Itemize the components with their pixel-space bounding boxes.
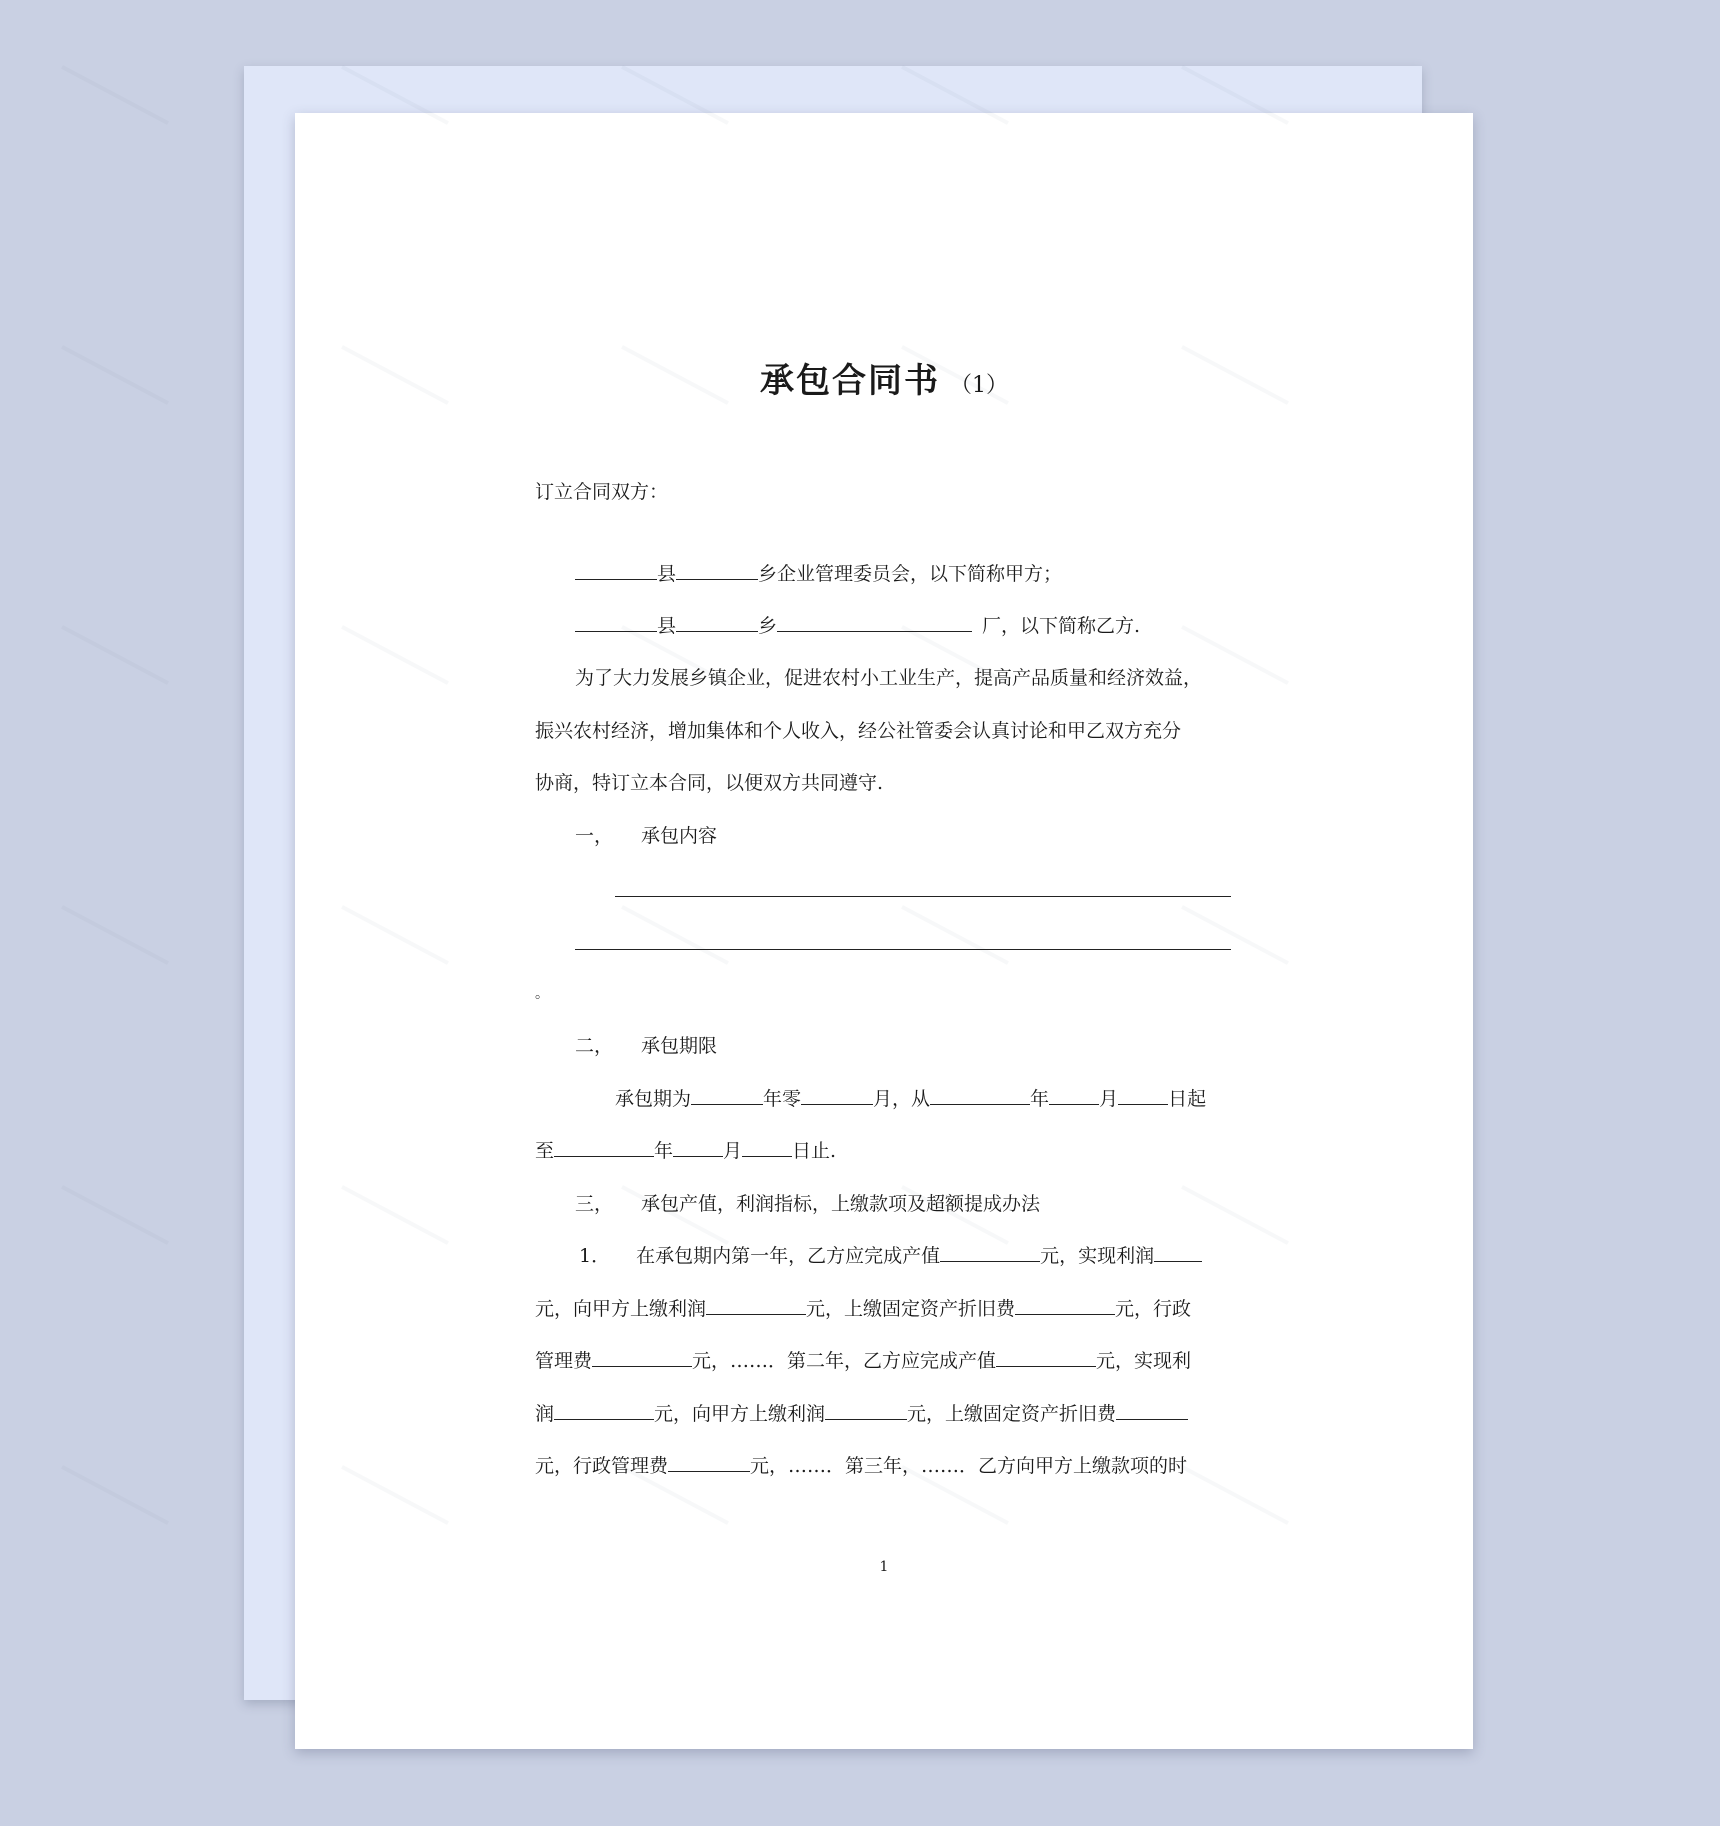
party-b-township: 乡 xyxy=(758,615,778,637)
blank-field[interactable] xyxy=(575,559,657,580)
section3-heading xyxy=(575,1189,1275,1219)
blank-field[interactable] xyxy=(801,1084,873,1105)
item-text: 元，向甲方上缴利润 xyxy=(654,1403,826,1425)
content-blank-line-2[interactable] xyxy=(575,949,1231,950)
term-text: 年 xyxy=(1030,1088,1050,1110)
section2-title: 承包期限 xyxy=(641,1035,718,1057)
term-text: 日止. xyxy=(792,1140,837,1162)
blank-field[interactable] xyxy=(691,1084,763,1105)
party-a-county: 县 xyxy=(657,563,677,585)
item-text: 管理费 xyxy=(535,1350,593,1372)
blank-field[interactable] xyxy=(825,1399,907,1420)
item-text: 在承包期内第一年，乙方应完成产值 xyxy=(636,1245,941,1267)
blank-field[interactable] xyxy=(742,1136,792,1157)
blank-field[interactable] xyxy=(940,1241,1040,1262)
item-text: 元，……．第二年，乙方应完成产值 xyxy=(692,1350,997,1372)
watermark-mark xyxy=(61,1465,169,1525)
item-text: 元，上缴固定资产折旧费 xyxy=(907,1403,1117,1425)
parties-heading: 订立合同双方： xyxy=(535,481,669,503)
watermark-mark xyxy=(341,905,449,965)
section1-heading xyxy=(575,821,1275,851)
section3-num: 三， xyxy=(575,1193,614,1215)
section1-title: 承包内容 xyxy=(641,825,718,847)
item1-line-1 xyxy=(579,1241,1279,1271)
watermark-mark xyxy=(61,905,169,965)
item-text: 元，上缴固定资产折旧费 xyxy=(806,1298,1016,1320)
watermark-mark xyxy=(901,905,1009,965)
watermark-mark xyxy=(61,345,169,405)
term-text: 日起 xyxy=(1168,1088,1207,1110)
term-text: 月 xyxy=(723,1140,743,1162)
content-blank-line-1[interactable] xyxy=(615,896,1231,897)
party-b-factory: 厂，以下简称乙方. xyxy=(982,615,1141,637)
section1-end: 。 xyxy=(535,986,549,1002)
item1-line-5 xyxy=(535,1451,1235,1481)
party-b-line xyxy=(575,611,1275,641)
blank-field[interactable] xyxy=(996,1346,1096,1367)
term-text: 年 xyxy=(654,1140,674,1162)
preamble-line-2: 振兴农村经济，增加集体和个人收入，经公社管委会认真讨论和甲乙双方充分 xyxy=(535,720,1182,742)
term-line-2 xyxy=(535,1136,1235,1166)
blank-field[interactable] xyxy=(777,611,972,632)
item1-num: 1． xyxy=(579,1245,611,1267)
party-a-line xyxy=(575,559,1275,589)
page-number: 1 xyxy=(879,1559,889,1575)
page-title xyxy=(295,353,1473,402)
blank-field[interactable] xyxy=(676,559,758,580)
section3-title: 承包产值，利润指标，上缴款项及超额提成办法 xyxy=(641,1193,1041,1215)
item-text: 润 xyxy=(535,1403,555,1425)
title-number: （1） xyxy=(950,373,1008,398)
watermark-mark xyxy=(1181,905,1289,965)
blank-field[interactable] xyxy=(673,1136,723,1157)
item-text: 元，行政管理费 xyxy=(535,1455,669,1477)
blank-field[interactable] xyxy=(668,1451,750,1472)
watermark-mark xyxy=(341,1465,449,1525)
blank-field[interactable] xyxy=(1118,1084,1168,1105)
watermark-mark xyxy=(61,65,169,125)
party-a-township: 乡企业管理委员会，以下简称甲方； xyxy=(758,563,1063,585)
item-text: 元，实现利 xyxy=(1096,1350,1192,1372)
blank-field[interactable] xyxy=(706,1294,806,1315)
term-text: 年零 xyxy=(763,1088,802,1110)
item-text: 元，实现利润 xyxy=(1040,1245,1155,1267)
title-main: 承包合同书 xyxy=(760,361,940,401)
term-text: 月，从 xyxy=(873,1088,931,1110)
term-text: 月 xyxy=(1099,1088,1119,1110)
item1-line-3 xyxy=(535,1346,1235,1376)
blank-field[interactable] xyxy=(1015,1294,1115,1315)
item-text: 元，……．第三年，……．乙方向甲方上缴款项的时 xyxy=(750,1455,1188,1477)
watermark-mark xyxy=(341,625,449,685)
blank-field[interactable] xyxy=(676,611,758,632)
blank-field[interactable] xyxy=(1116,1399,1188,1420)
blank-field[interactable] xyxy=(1049,1084,1099,1105)
blank-field[interactable] xyxy=(554,1136,654,1157)
item-text: 元，向甲方上缴利润 xyxy=(535,1298,707,1320)
term-text: 承包期为 xyxy=(615,1088,692,1110)
watermark-mark xyxy=(61,1185,169,1245)
party-b-county: 县 xyxy=(657,615,677,637)
blank-field[interactable] xyxy=(554,1399,654,1420)
item1-line-4 xyxy=(535,1399,1235,1429)
term-line-1 xyxy=(615,1084,1315,1114)
blank-field[interactable] xyxy=(575,611,657,632)
section1-num: 一， xyxy=(575,825,614,847)
blank-field[interactable] xyxy=(930,1084,1030,1105)
watermark-mark xyxy=(341,1185,449,1245)
section2-heading xyxy=(575,1031,1275,1061)
item1-line-2 xyxy=(535,1294,1235,1324)
preamble-line-1: 为了大力发展乡镇企业，促进农村小工业生产，提高产品质量和经济效益， xyxy=(575,667,1203,689)
watermark-mark xyxy=(621,905,729,965)
term-text: 至 xyxy=(535,1140,555,1162)
blank-field[interactable] xyxy=(1154,1241,1202,1262)
watermark-mark xyxy=(61,625,169,685)
preamble-line-3: 协商，特订立本合同，以便双方共同遵守. xyxy=(535,772,884,794)
blank-field[interactable] xyxy=(592,1346,692,1367)
section2-num: 二， xyxy=(575,1035,614,1057)
item-text: 元，行政 xyxy=(1115,1298,1192,1320)
document-page xyxy=(295,113,1473,1749)
